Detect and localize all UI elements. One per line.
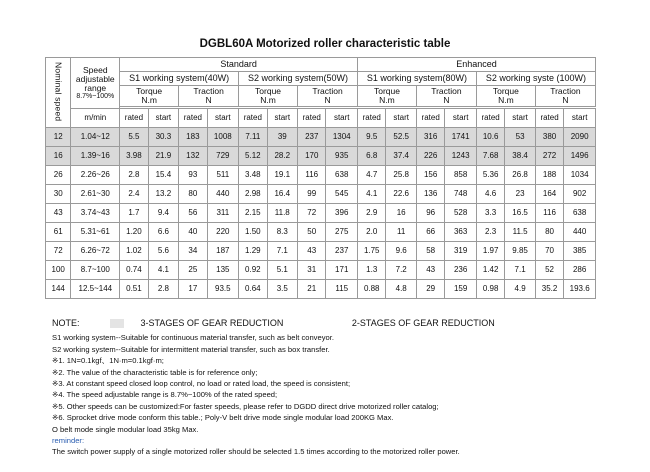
note-line: O belt mode single modular load 35kg Max.: [52, 424, 199, 434]
note-line: ※6. Sprocket drive mode conform this table.; Poly-V belt drive mode single modular load 200KG Max.: [52, 413, 394, 423]
enhanced-header: Enhanced: [358, 58, 596, 72]
value-cell: 440: [564, 223, 596, 242]
value-cell: 28.2: [267, 147, 297, 166]
value-cell: 5.6: [148, 242, 178, 261]
value-cell: 11.5: [505, 223, 535, 242]
value-cell: 58: [416, 242, 444, 261]
value-cell: 237: [326, 242, 358, 261]
speed-range-cell: 2.26~26: [71, 166, 120, 185]
standard-header: Standard: [120, 58, 358, 72]
value-cell: 6.8: [358, 147, 386, 166]
note-line: S1 working system--Suitable for continuous material transfer, such as belt conveyor.: [52, 333, 334, 343]
value-cell: 183: [179, 128, 207, 147]
value-cell: 2.8: [148, 280, 178, 299]
rated-label: rated: [239, 109, 267, 128]
three-stage-label: 3-STAGES OF GEAR REDUCTION: [140, 318, 284, 328]
characteristic-table: [45, 57, 596, 299]
value-cell: 80: [179, 185, 207, 204]
value-cell: 99: [298, 185, 326, 204]
value-cell: 2.4: [120, 185, 148, 204]
value-cell: 1.50: [239, 223, 267, 242]
value-cell: 7.2: [386, 261, 416, 280]
unit-label: m/min: [71, 109, 120, 128]
value-cell: 0.88: [358, 280, 386, 299]
nominal-speed-cell: 26: [46, 166, 71, 185]
value-cell: 187: [207, 242, 239, 261]
value-cell: 193.6: [564, 280, 596, 299]
value-cell: 30.3: [148, 128, 178, 147]
value-cell: 1741: [445, 128, 477, 147]
value-cell: 4.1: [148, 261, 178, 280]
value-cell: 170: [298, 147, 326, 166]
value-cell: 0.74: [120, 261, 148, 280]
note-line: ※2. The value of the characteristic table is for reference only;: [52, 367, 258, 377]
system-s1-40w: S1 working system(40W): [120, 72, 239, 86]
table-row: [46, 280, 596, 299]
value-cell: 4.1: [358, 185, 386, 204]
value-cell: 21.9: [148, 147, 178, 166]
value-cell: 135: [207, 261, 239, 280]
value-cell: 311: [207, 204, 239, 223]
value-cell: 56: [179, 204, 207, 223]
value-cell: 935: [326, 147, 358, 166]
table-row: [46, 185, 596, 204]
unit-row: [46, 109, 596, 128]
value-cell: 4.9: [505, 280, 535, 299]
value-cell: 8.3: [267, 223, 297, 242]
value-cell: 93: [179, 166, 207, 185]
value-cell: 38.4: [505, 147, 535, 166]
value-cell: 37.4: [386, 147, 416, 166]
value-cell: 159: [445, 280, 477, 299]
value-cell: 9.85: [505, 242, 535, 261]
speed-range-cell: 12.5~144: [71, 280, 120, 299]
value-cell: 5.36: [476, 166, 504, 185]
value-cell: 545: [326, 185, 358, 204]
value-cell: 17: [179, 280, 207, 299]
note-line: ※3. At constant speed closed loop control, no load or rated load, the speed is consistent;: [52, 379, 351, 389]
value-cell: 2.3: [476, 223, 504, 242]
value-cell: 1008: [207, 128, 239, 147]
value-cell: 236: [445, 261, 477, 280]
value-cell: 638: [564, 204, 596, 223]
value-cell: 11.8: [267, 204, 297, 223]
value-cell: 132: [179, 147, 207, 166]
value-cell: 2.8: [120, 166, 148, 185]
torque-header: Torque N.m: [239, 86, 298, 107]
value-cell: 136: [416, 185, 444, 204]
value-cell: 13.2: [148, 185, 178, 204]
start-label: start: [445, 109, 477, 128]
value-cell: 3.98: [120, 147, 148, 166]
value-cell: 902: [564, 185, 596, 204]
notes-section: [52, 318, 642, 458]
value-cell: 6.6: [148, 223, 178, 242]
reminder-label: reminder:: [52, 436, 85, 446]
value-cell: 5.1: [267, 261, 297, 280]
value-cell: 115: [326, 280, 358, 299]
value-cell: 22.6: [386, 185, 416, 204]
table-title: DGBL60A Motorized roller characteristic table: [199, 38, 451, 50]
value-cell: 7.1: [505, 261, 535, 280]
subheader-row: [46, 86, 596, 107]
value-cell: 52: [535, 261, 563, 280]
value-cell: 39: [267, 128, 297, 147]
value-cell: 1.42: [476, 261, 504, 280]
rated-label: rated: [120, 109, 148, 128]
nominal-speed-cell: 61: [46, 223, 71, 242]
note-line: ※5. Other speeds can be customized:For faster speeds, please refer to DGDD direct drive motorized roller catalog;: [52, 401, 439, 411]
nominal-speed-cell: 12: [46, 128, 71, 147]
value-cell: 80: [535, 223, 563, 242]
value-cell: 9.5: [358, 128, 386, 147]
rated-label: rated: [476, 109, 504, 128]
value-cell: 50: [298, 223, 326, 242]
start-label: start: [386, 109, 416, 128]
value-cell: 19.1: [267, 166, 297, 185]
value-cell: 16.5: [505, 204, 535, 223]
value-cell: 34: [179, 242, 207, 261]
speed-range-cell: 3.74~43: [71, 204, 120, 223]
reminder-text: The switch power supply of a single motorized roller should be selected 1.5 times according to the motorized roller power.: [52, 447, 460, 457]
value-cell: 220: [207, 223, 239, 242]
value-cell: 116: [535, 204, 563, 223]
notes-header: [52, 318, 642, 329]
system-s2-50w: S2 working system(50W): [239, 72, 358, 86]
value-cell: 1034: [564, 166, 596, 185]
nominal-speed-cell: 72: [46, 242, 71, 261]
table-row: [46, 204, 596, 223]
value-cell: 272: [535, 147, 563, 166]
speed-range-cell: 6.26~72: [71, 242, 120, 261]
system-s1-80w: S1 working system(80W): [358, 72, 477, 86]
speed-range-cell: 5.31~61: [71, 223, 120, 242]
value-cell: 52.5: [386, 128, 416, 147]
table-body: [46, 128, 596, 299]
value-cell: 26.8: [505, 166, 535, 185]
value-cell: 4.7: [358, 166, 386, 185]
traction-header: Traction N: [416, 86, 476, 107]
value-cell: 5.5: [120, 128, 148, 147]
rated-label: rated: [535, 109, 563, 128]
value-cell: 363: [445, 223, 477, 242]
speed-range-cell: 1.39~16: [71, 147, 120, 166]
note-line: ※4. The speed adjustable range is 8.7%~100% of the rated speed;: [52, 390, 278, 400]
value-cell: 1.97: [476, 242, 504, 261]
value-cell: 9.4: [148, 204, 178, 223]
value-cell: 16: [386, 204, 416, 223]
note-label: NOTE:: [52, 318, 80, 328]
value-cell: 511: [207, 166, 239, 185]
value-cell: 35.2: [535, 280, 563, 299]
value-cell: 237: [298, 128, 326, 147]
value-cell: 1.29: [239, 242, 267, 261]
value-cell: 3.5: [267, 280, 297, 299]
traction-header: Traction N: [535, 86, 595, 107]
start-label: start: [267, 109, 297, 128]
gray-swatch: [110, 319, 124, 328]
nominal-speed-cell: 30: [46, 185, 71, 204]
system-s2-100w: S2 working syste (100W): [476, 72, 595, 86]
speed-range-header: Speed adjustable range 8.7%~100%: [71, 58, 120, 109]
start-label: start: [148, 109, 178, 128]
value-cell: 72: [298, 204, 326, 223]
value-cell: 1.75: [358, 242, 386, 261]
value-cell: 25.8: [386, 166, 416, 185]
start-label: start: [207, 109, 239, 128]
note-line: ※1. 1N=0.1kgf、1N·m=0.1kgf·m;: [52, 356, 164, 366]
value-cell: 2090: [564, 128, 596, 147]
value-cell: 116: [298, 166, 326, 185]
value-cell: 0.92: [239, 261, 267, 280]
value-cell: 15.4: [148, 166, 178, 185]
value-cell: 286: [564, 261, 596, 280]
torque-header: Torque N.m: [358, 86, 417, 107]
value-cell: 4.8: [386, 280, 416, 299]
value-cell: 25: [179, 261, 207, 280]
speed-range-cell: 1.04~12: [71, 128, 120, 147]
value-cell: 226: [416, 147, 444, 166]
value-cell: 188: [535, 166, 563, 185]
nominal-speed-cell: 16: [46, 147, 71, 166]
value-cell: 316: [416, 128, 444, 147]
speed-range-cell: 8.7~100: [71, 261, 120, 280]
table-row: [46, 223, 596, 242]
value-cell: 440: [207, 185, 239, 204]
rated-label: rated: [416, 109, 444, 128]
nominal-speed-header: Nominal speed: [46, 58, 71, 128]
value-cell: 1.20: [120, 223, 148, 242]
value-cell: 1.02: [120, 242, 148, 261]
value-cell: 43: [416, 261, 444, 280]
value-cell: 11: [386, 223, 416, 242]
value-cell: 2.9: [358, 204, 386, 223]
start-label: start: [564, 109, 596, 128]
value-cell: 10.6: [476, 128, 504, 147]
value-cell: 1304: [326, 128, 358, 147]
value-cell: 2.0: [358, 223, 386, 242]
value-cell: 29: [416, 280, 444, 299]
note-line: S2 working system--Suitable for intermittent material transfer, such as box transfer.: [52, 344, 330, 354]
value-cell: 748: [445, 185, 477, 204]
start-label: start: [505, 109, 535, 128]
torque-header: Torque N.m: [120, 86, 179, 107]
table-row: [46, 147, 596, 166]
rated-label: rated: [179, 109, 207, 128]
value-cell: 319: [445, 242, 477, 261]
value-cell: 5.12: [239, 147, 267, 166]
value-cell: 31: [298, 261, 326, 280]
traction-header: Traction N: [298, 86, 358, 107]
value-cell: 7.11: [239, 128, 267, 147]
value-cell: 3.48: [239, 166, 267, 185]
value-cell: 156: [416, 166, 444, 185]
table-row: [46, 166, 596, 185]
nominal-speed-cell: 144: [46, 280, 71, 299]
value-cell: 729: [207, 147, 239, 166]
value-cell: 53: [505, 128, 535, 147]
value-cell: 4.6: [476, 185, 504, 204]
nominal-speed-cell: 43: [46, 204, 71, 223]
value-cell: 380: [535, 128, 563, 147]
value-cell: 96: [416, 204, 444, 223]
value-cell: 1496: [564, 147, 596, 166]
value-cell: 93.5: [207, 280, 239, 299]
value-cell: 858: [445, 166, 477, 185]
value-cell: 21: [298, 280, 326, 299]
value-cell: 0.64: [239, 280, 267, 299]
two-stage-label: 2-STAGES OF GEAR REDUCTION: [351, 318, 495, 328]
start-label: start: [326, 109, 358, 128]
value-cell: 1.7: [120, 204, 148, 223]
table-row: [46, 128, 596, 147]
speed-range-cell: 2.61~30: [71, 185, 120, 204]
value-cell: 9.6: [386, 242, 416, 261]
value-cell: 1.3: [358, 261, 386, 280]
value-cell: 70: [535, 242, 563, 261]
value-cell: 171: [326, 261, 358, 280]
value-cell: 2.98: [239, 185, 267, 204]
table-row: [46, 261, 596, 280]
value-cell: 7.1: [267, 242, 297, 261]
rated-label: rated: [298, 109, 326, 128]
nominal-speed-cell: 100: [46, 261, 71, 280]
torque-header: Torque N.m: [476, 86, 535, 107]
rated-label: rated: [358, 109, 386, 128]
value-cell: 528: [445, 204, 477, 223]
value-cell: 40: [179, 223, 207, 242]
value-cell: 164: [535, 185, 563, 204]
value-cell: 3.3: [476, 204, 504, 223]
value-cell: 0.51: [120, 280, 148, 299]
table-row: [46, 242, 596, 261]
traction-header: Traction N: [179, 86, 239, 107]
value-cell: 396: [326, 204, 358, 223]
value-cell: 1243: [445, 147, 477, 166]
value-cell: 0.98: [476, 280, 504, 299]
value-cell: 385: [564, 242, 596, 261]
value-cell: 2.15: [239, 204, 267, 223]
value-cell: 16.4: [267, 185, 297, 204]
value-cell: 43: [298, 242, 326, 261]
value-cell: 638: [326, 166, 358, 185]
value-cell: 66: [416, 223, 444, 242]
value-cell: 7.68: [476, 147, 504, 166]
value-cell: 23: [505, 185, 535, 204]
value-cell: 275: [326, 223, 358, 242]
